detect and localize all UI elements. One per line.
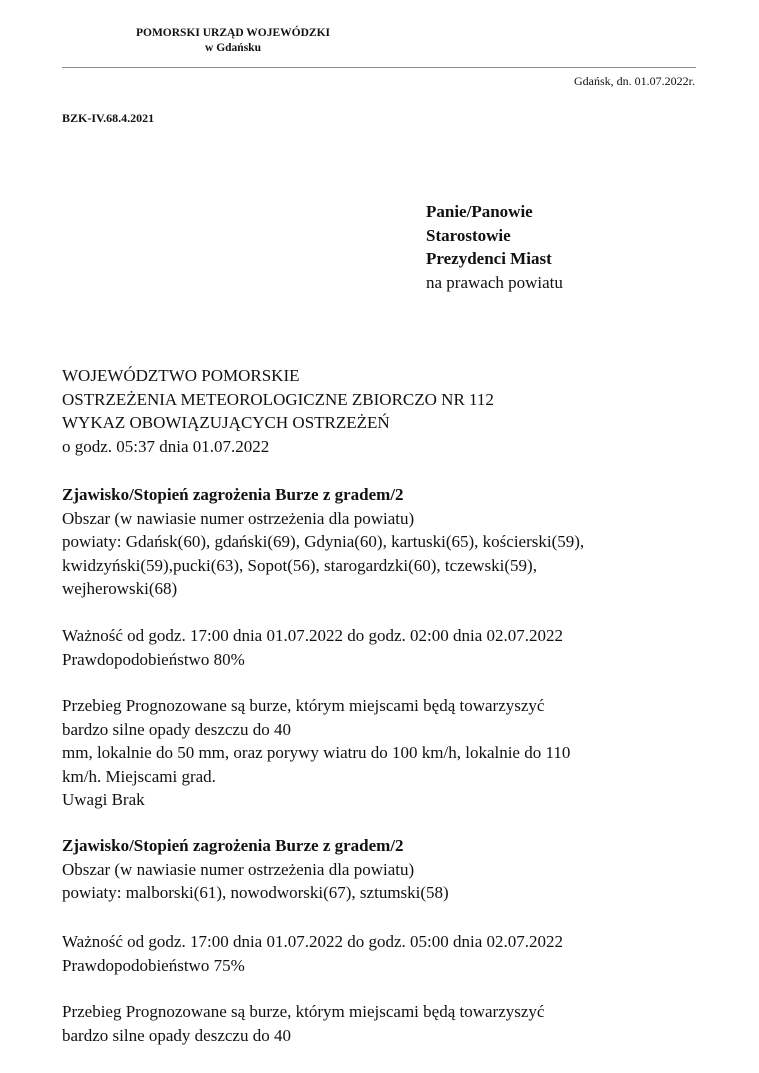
addressee-line: Prezydenci Miast bbox=[426, 249, 552, 268]
counties-line: kwidzyński(59),pucki(63), Sopot(56), starogardzki(60), tczewski(59), bbox=[62, 555, 537, 575]
course-line: mm, lokalnie do 50 mm, oraz porywy wiatru do 100 km/h, lokalnie do 110 bbox=[62, 743, 571, 762]
title-line: o godz. 05:37 dnia 01.07.2022 bbox=[62, 436, 270, 456]
document-date: Gdańsk, dn. 01.07.2022r. bbox=[574, 74, 695, 88]
title-line: WOJEWÓDZTWO POMORSKIE bbox=[62, 366, 300, 385]
warning-validity-1 bbox=[62, 624, 563, 671]
warning-course-1 bbox=[62, 694, 570, 812]
probability: Prawdopodobieństwo 80% bbox=[62, 649, 245, 669]
addressee-line: Panie/Panowie bbox=[426, 202, 533, 221]
addressee-line: na prawach powiatu bbox=[426, 272, 563, 292]
validity: Ważność od godz. 17:00 dnia 01.07.2022 do godz. 02:00 dnia 02.07.2022 bbox=[62, 626, 564, 645]
document-title bbox=[62, 364, 494, 458]
reference-number: BZK-IV.68.4.2021 bbox=[62, 111, 155, 125]
office-name: POMORSKI URZĄD WOJEWÓDZKI bbox=[135, 27, 331, 39]
warning-validity-2 bbox=[62, 930, 563, 977]
warning-heading: Zjawisko/Stopień zagrożenia Burze z gradem/2 bbox=[62, 485, 404, 504]
addressee-block bbox=[426, 200, 563, 294]
course-line: bardzo silne opady deszczu do 40 bbox=[62, 1025, 291, 1045]
course-line: Przebieg Prognozowane są burze, którym miejscami będą towarzyszyć bbox=[62, 696, 545, 715]
title-line: OSTRZEŻENIA METEOROLOGICZNE ZBIORCZO NR 112 bbox=[62, 389, 494, 409]
title-line: WYKAZ OBOWIĄZUJĄCYCH OSTRZEŻEŃ bbox=[62, 413, 390, 432]
area-label: Obszar (w nawiasie numer ostrzeżenia dla powiatu) bbox=[62, 859, 415, 879]
addressee-line: Starostowie bbox=[426, 225, 511, 245]
warning-section-2 bbox=[62, 834, 449, 905]
probability: Prawdopodobieństwo 75% bbox=[62, 955, 245, 975]
area-label: Obszar (w nawiasie numer ostrzeżenia dla powiatu) bbox=[62, 508, 415, 528]
warning-section-1 bbox=[62, 483, 584, 601]
header-divider bbox=[62, 67, 696, 68]
counties-line: powiaty: Gdańsk(60), gdański(69), Gdynia(60), kartuski(65), kościerski(59), bbox=[62, 532, 585, 551]
warning-heading: Zjawisko/Stopień zagrożenia Burze z gradem/2 bbox=[62, 836, 404, 855]
remarks: Uwagi Brak bbox=[62, 790, 145, 809]
office-city: w Gdańsku bbox=[205, 42, 261, 54]
counties-line: wejherowski(68) bbox=[62, 579, 178, 598]
course-line: Przebieg Prognozowane są burze, którym miejscami będą towarzyszyć bbox=[62, 1002, 545, 1021]
warning-course-2 bbox=[62, 1000, 544, 1047]
validity: Ważność od godz. 17:00 dnia 01.07.2022 do godz. 05:00 dnia 02.07.2022 bbox=[62, 932, 564, 951]
course-line: km/h. Miejscami grad. bbox=[62, 766, 216, 786]
counties-line: powiaty: malborski(61), nowodworski(67), sztumski(58) bbox=[62, 883, 449, 902]
course-line: bardzo silne opady deszczu do 40 bbox=[62, 719, 291, 739]
